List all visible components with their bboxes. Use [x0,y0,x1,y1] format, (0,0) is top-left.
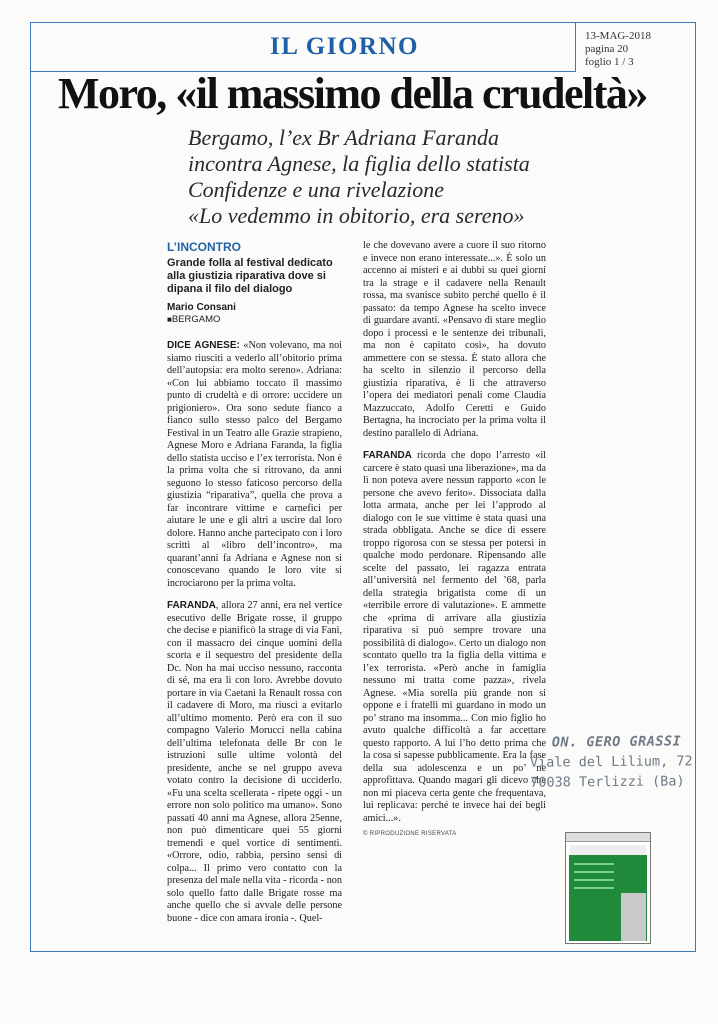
article-column-1 [167,240,342,935]
article-column-2 [363,240,546,837]
intro-deck: Grande folla al festival dedicato alla giustizia riparativa dove si dipana il filo del dialogo [167,257,333,295]
subhead-line: Bergamo, l’ex Br Adriana Faranda [188,125,500,150]
clipping-meta [585,30,651,69]
paragraph [167,340,342,590]
clipping-date: 13-MAG-2018 [585,30,651,42]
paragraph-lead: FARANDA [363,450,412,461]
address-stamp [530,731,693,792]
paragraph-text: «Non volevano, ma noi siamo riusciti a vederlo all’obitorio prima dell’autopsia: era molto sereno». Adriana: «Con lui abbiamo toccato il massimo punto di crudeltà e di orrore: uccidere un prigioniero». Ora sono sedute fianco a fianco sullo stesso palco del Bergamo Festival in un Teatro alle Grazie strapieno, Agnese Moro e Adriana Faranda, la figlia dello statista ucciso e l’ex terrorista. Non è la prima volta che si ritrovano, da anni seguono lo stesso faticoso percorso della giustizia “riparativa”, quella che prova a far incontrare vittime e carnefici per aiutare le une e gli altri a uscire dal loro dolore. Hanno anche partecipato con i loro scritti al «libro dell’incontro», ma quarant’anni fa Adriana e Agnese non si conoscevano quando le loro vite si incrociarono per la prima volta. [167,340,342,589]
thumbnail-line [574,863,614,865]
stamp-city: 70038 Terlizzi (Ba) [530,773,685,791]
thumbnail-line [574,871,614,873]
page-thumbnail [565,832,651,944]
paragraph [363,240,546,440]
thumbnail-line [574,879,614,881]
clipping-sheet: foglio 1 / 3 [585,56,634,68]
subhead [188,125,530,229]
thumbnail-line [574,887,614,889]
paragraph-text: ricorda che dopo l’arresto «il carcere è stato quasi una liberazione», ma da lì non poteva avere nessun rapporto «con le persone che avevo ferito». Dissociata dalla lotta armata, anche per lei l’approdo al dialogo con le sue vittime è stata quasi una strada obbligata. Anche se dice di essere troppo rigorosa con se stessa per potersi in qualche modo perdonare. Ripensando alle scelte del passato, lei ragazza entrata all’università nel fermento del ’68, parla della strategia brigatista come di un «terribile errore di valutazione». E ammette che «prima di arrivare alla giustizia riparativa si può sempre trovare una possibilità di dialogo». Certo un dialogo non scontato quello tra la figlia della vittima e l’ex terrorista. «Però anche in famiglia nessuno mi tratta come pazza», rivela Agnese. «Mia sorella più grande non si oppone e i fratelli mi guardano in modo un po’ strano ma insomma... Con mio figlio ho avuto qualche difficoltà a far accettare questo rapporto. A lui l’ho detto prima che la cosa si sapesse pubblicamente. Era la fase della sua adolescenza e un po’ ne approfittava. Quando magari gli dicevo che non mi piaceva certa gente che frequentava, lui replicava: perché te invece hai dei begli amici...». [363,450,546,824]
dateline: ■ BERGAMO [167,314,342,326]
stamp-street: Viale del Lilium, 72 [529,753,693,771]
paragraph-lead: FARANDA [167,600,216,611]
paragraph-lead: DICE AGNESE: [167,340,240,351]
copyright-credit: © RIPRODUZIONE RISERVATA [363,831,457,837]
thumbnail-title [570,845,646,855]
masthead: IL GIORNO [270,33,419,60]
kicker: L’INCONTRO [167,240,241,254]
paragraph [363,450,546,825]
byline: Mario Consani [167,302,236,313]
thumbnail-header [566,833,650,842]
paragraph-text: , allora 27 anni, era nel vertice esecutivo delle Brigate rosse, il gruppo che decise e pianificò la strage di via Fani, con il massacro dei cinque uomini della scorta e il sequestro del presidente della Dc. Non ha mai ucciso nessuno, racconta di sé, ma era lì con loro. Avrebbe dovuto portare in via Caetani la Renault rossa con il cadavere di Moro, ma riuscì a evitarlo all’ultimo momento. Però era con il suo compagno Valerio Morucci nella cabina dell’ultima telefonata delle Br con le istruzioni sulle ultime volontà del presidente, anche se nel gruppo aveva votato contro la decisione di ucciderlo. «Fu una scelta scellerata - ripete oggi - un errore non solo politico ma umano». Sono passati 40 anni ma Agnese, allora 25enne, non può dimenticare quei 55 giorni tremendi e quel vortice di sentimenti. «Orrore, odio, rabbia, persino sensi di colpa... Il primo vero contatto con la presenza del male nella vita - ricorda - non solo quello fatto dalle Brigate rosse ma anche quello che si avvale delle persone buone - dice con amara ironia -. Quel- [167,600,342,924]
clipping-page: pagina 20 [585,43,629,55]
thumbnail-photo [621,893,646,941]
subhead-line: incontra Agnese, la figlia dello statista [188,151,530,176]
paragraph [167,600,342,925]
subhead-line: Confidenze e una rivelazione [188,177,445,202]
headline: Moro, «il massimo della crudeltà» [58,69,647,118]
paragraph-text: le che dovevano avere a cuore il suo ritorno e invece non erano interessate...». È solo un accenno ai misteri e ai dubbi su quei giorni tra la strage e il cadavere nella Renault rossa, ma svanisce subito perché quello è il passato: da tempo Agnese ha scelto invece di guardare avanti. «Pensavo di stare meglio dopo i processi e le sentenze dei tribunali, ma non è capitato così», ha dovuto ammettere con se stessa. È stato allora che ha scelto in silenzio il percorso della giustizia riparativa, è lì che attraverso l’opera dei mediatori penali come Claudia Mazzuccato, Adolfo Ceretti e Guido Bertagna, ha incrociato per la prima volta il destino parallelo di Adriana. [363,240,546,439]
subhead-line: «Lo vedemmo in obitorio, era sereno» [188,203,525,228]
stamp-name: ON. GERO GRASSI [551,733,682,751]
